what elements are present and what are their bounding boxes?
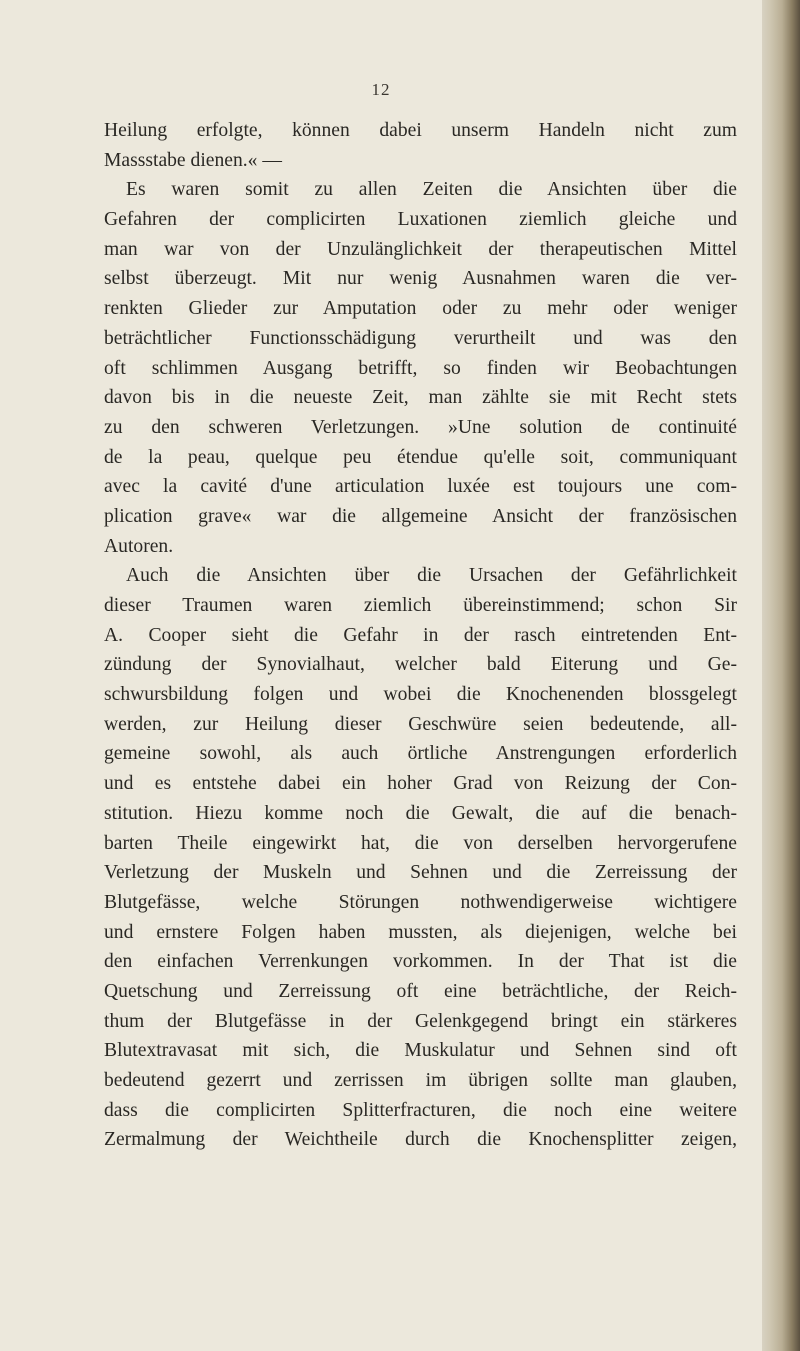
text-line: beträchtlicher Functionsschädigung verurtheilt und was den — [104, 327, 737, 349]
text-line: A. Cooper sieht die Gefahr in der rasch eintretenden Ent- — [104, 624, 737, 646]
text-line: thum der Blutgefässe in der Gelenkgegend bringt ein stärkeres — [104, 1010, 737, 1032]
text-line: plication grave« war die allgemeine Ansicht der französischen — [104, 505, 737, 527]
text-line: oft schlimmen Ausgang betrifft, so finden wir Beobachtungen — [104, 357, 737, 379]
text-line: Massstabe dienen.« — — [104, 149, 282, 171]
body-text — [104, 116, 737, 1155]
text-line: de la peau, quelque peu étendue qu'elle soit, communiquant — [104, 446, 737, 468]
text-line: Heilung erfolgte, können dabei unserm Handeln nicht zum — [104, 120, 737, 141]
text-line: Gefahren der complicirten Luxationen ziemlich gleiche und — [104, 209, 737, 231]
text-line: stitution. Hiezu komme noch die Gewalt, die auf die benach- — [104, 802, 737, 824]
text-line: man war von der Unzulänglichkeit der therapeutischen Mittel — [104, 238, 737, 260]
text-line: dieser Traumen waren ziemlich übereinstimmend; schon Sir — [104, 595, 737, 616]
page-binding-edge — [762, 0, 800, 1351]
text-line: den einfachen Verrenkungen vorkommen. In der That ist die — [104, 951, 737, 973]
page-number: 12 — [371, 80, 391, 99]
text-line: renkten Glieder zur Amputation oder zu mehr oder weniger — [104, 298, 737, 320]
text-line: Autoren. — [104, 535, 174, 557]
text-line: und es entstehe dabei ein hoher Grad von Reizung der Con- — [104, 773, 737, 795]
text-line: barten Theile eingewirkt hat, die von derselben hervorgerufene — [104, 832, 737, 854]
text-line: und ernstere Folgen haben mussten, als diejenigen, welche bei — [104, 921, 737, 943]
text-line: zu den schweren Verletzungen. »Une solution de continuité — [104, 416, 737, 438]
text-line: Blutextravasat mit sich, die Muskulatur und Sehnen sind oft — [104, 1040, 737, 1062]
text-line: Zermalmung der Weichtheile durch die Knochensplitter zeigen, — [104, 1129, 737, 1151]
text-line: davon bis in die neueste Zeit, man zählte sie mit Recht stets — [104, 387, 737, 409]
text-line: Quetschung und Zerreissung oft eine beträchtliche, der Reich- — [104, 980, 737, 1002]
text-line: gemeine sowohl, als auch örtliche Anstrengungen erforderlich — [104, 743, 737, 765]
text-line: Auch die Ansichten über die Ursachen der Gefährlichkeit — [126, 565, 737, 587]
text-line: zündung der Synovialhaut, welcher bald Eiterung und Ge- — [104, 654, 737, 676]
text-line: selbst überzeugt. Mit nur wenig Ausnahmen waren die ver- — [104, 268, 737, 290]
text-line: avec la cavité d'une articulation luxée est toujours une com- — [104, 476, 737, 498]
text-line: Blutgefässe, welche Störungen nothwendigerweise wichtigere — [104, 891, 737, 913]
text-line: schwursbildung folgen und wobei die Knochenenden blossgelegt — [104, 684, 737, 706]
text-line: werden, zur Heilung dieser Geschwüre seien bedeutende, all- — [104, 713, 737, 735]
text-line: bedeutend gezerrt und zerrissen im übrigen sollte man glauben, — [104, 1070, 737, 1091]
text-line: Verletzung der Muskeln und Sehnen und die Zerreissung der — [104, 862, 737, 884]
text-line: dass die complicirten Splitterfracturen, die noch eine weitere — [104, 1099, 737, 1121]
text-line: Es waren somit zu allen Zeiten die Ansichten über die — [126, 179, 737, 201]
